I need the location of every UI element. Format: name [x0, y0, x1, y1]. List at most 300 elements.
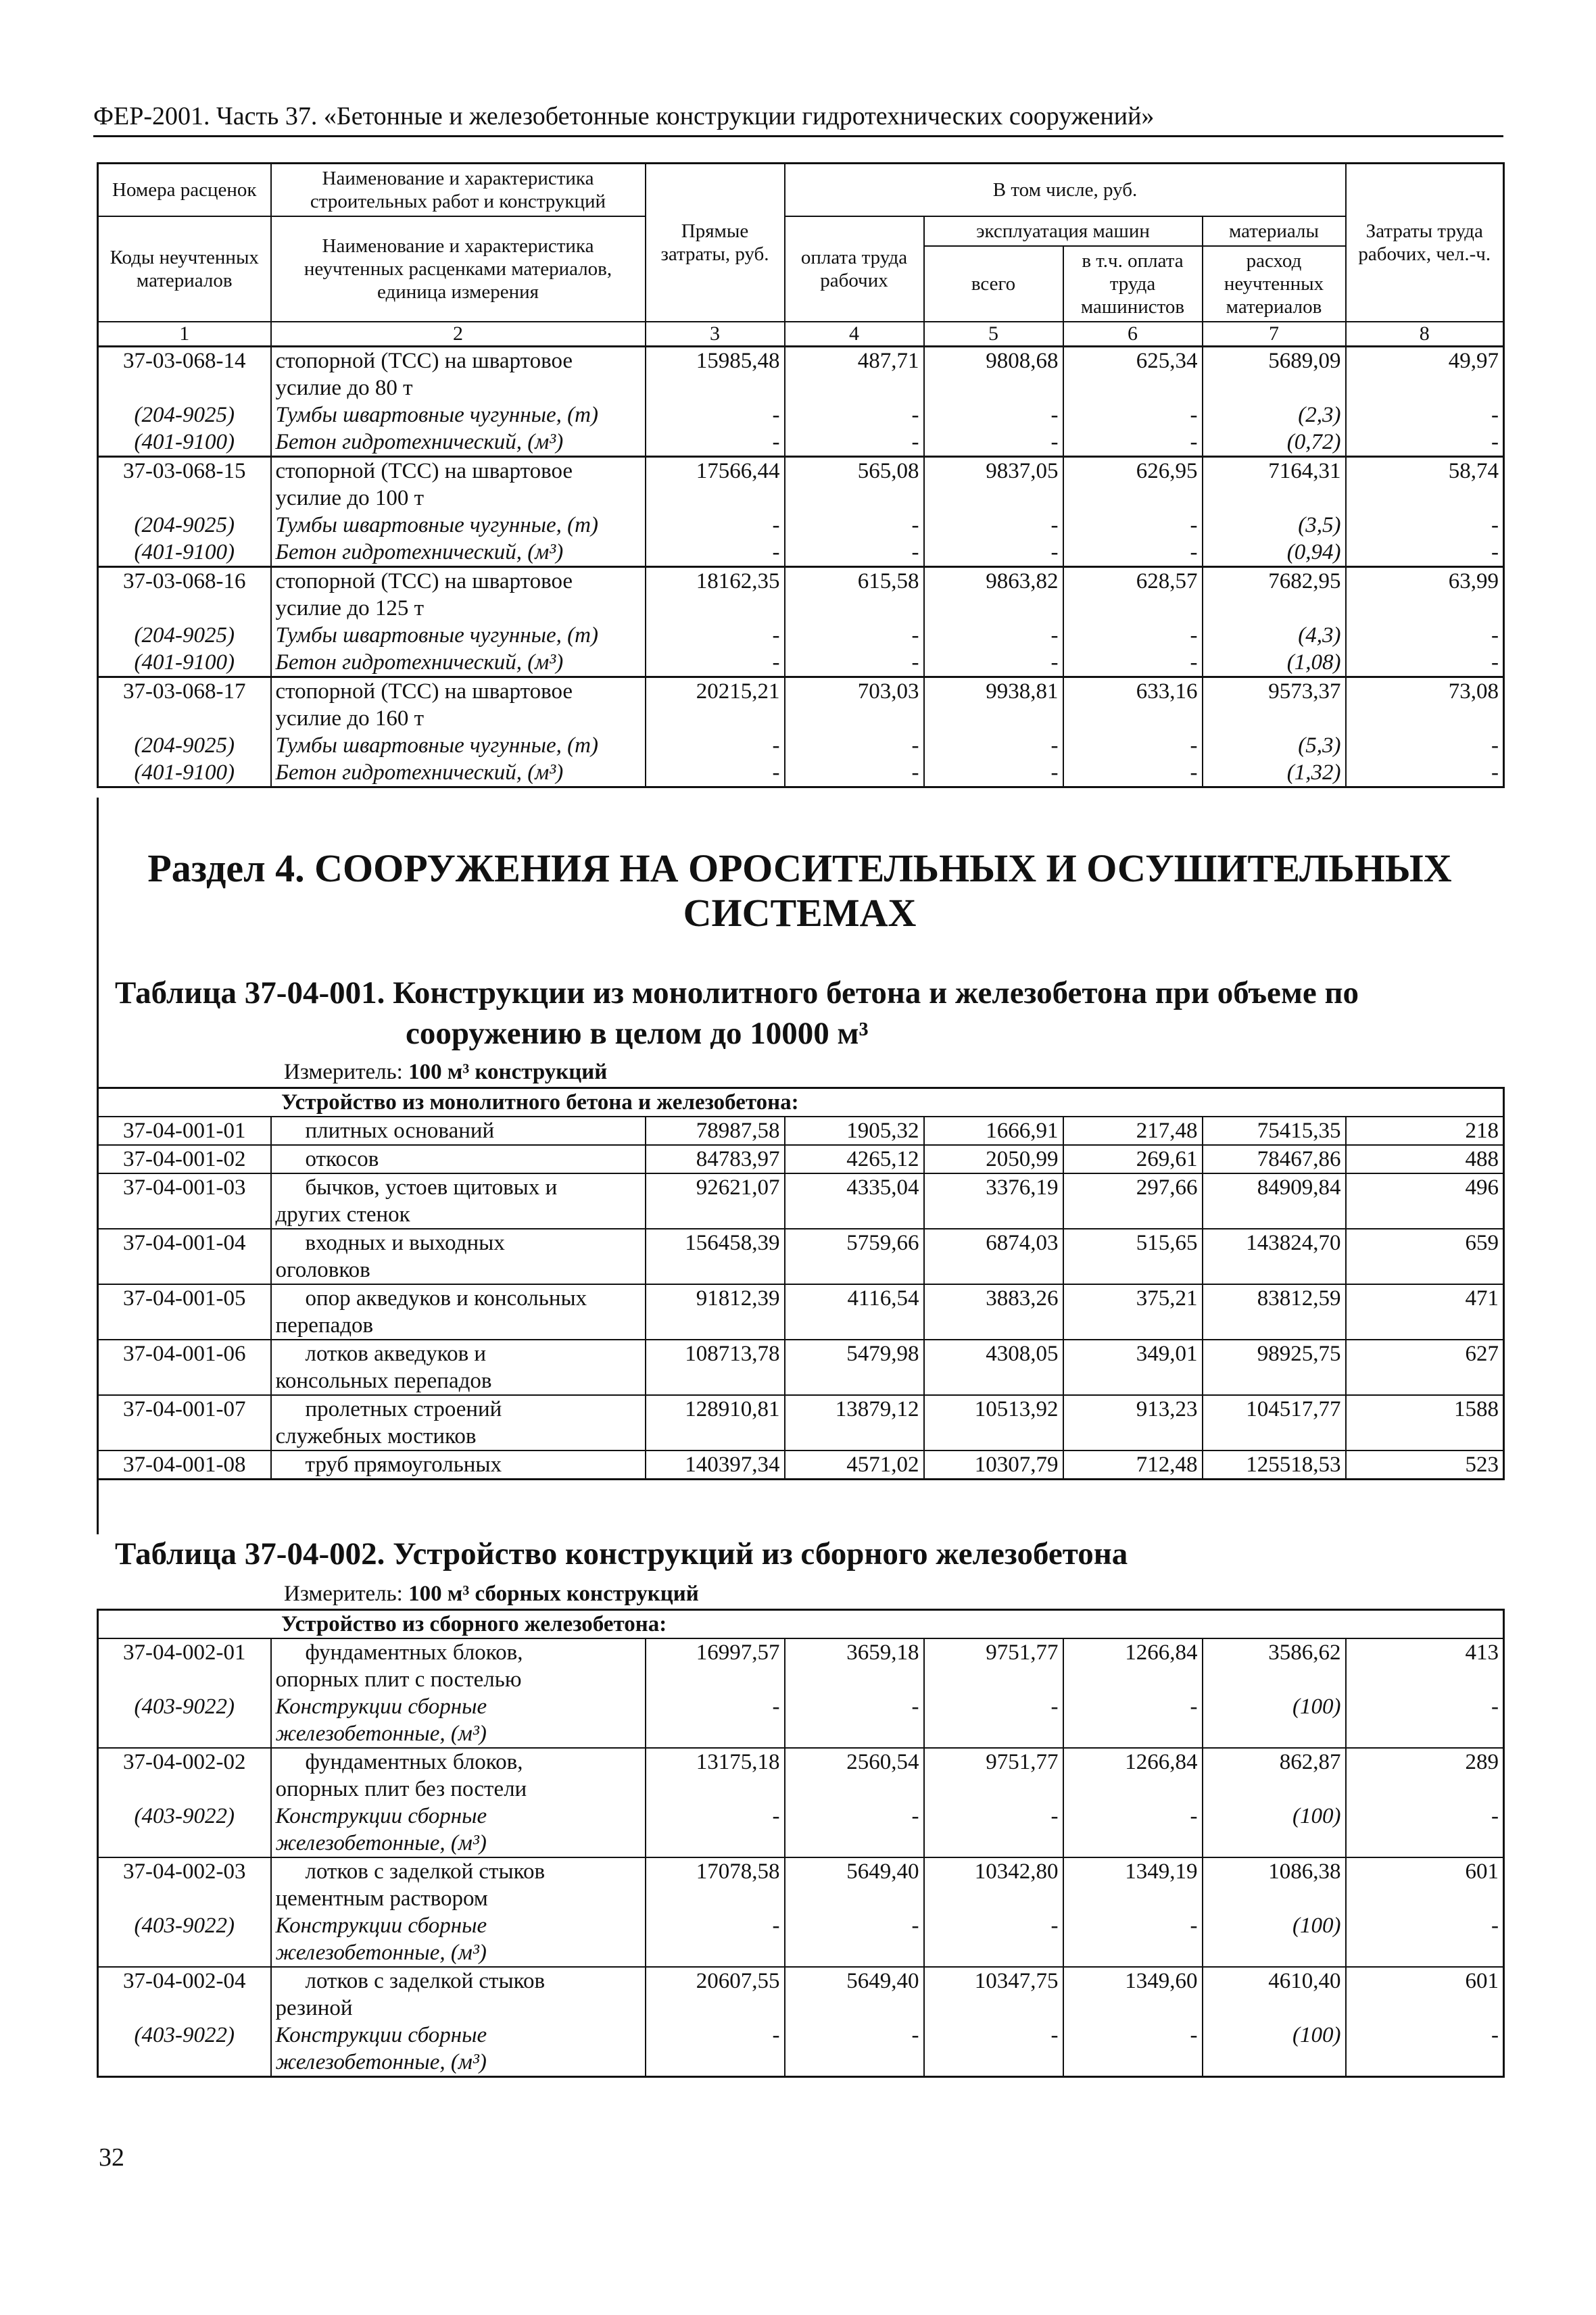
empty-cell	[1063, 1423, 1203, 1451]
page-number: 32	[99, 2143, 124, 2172]
material-name: Конструкции сборные	[271, 1693, 646, 1720]
empty-cell	[98, 1885, 271, 1912]
material-code: (401-9100)	[98, 429, 271, 457]
value-cell: 297,66	[1063, 1173, 1203, 1201]
value-cell: 5479,98	[785, 1340, 924, 1367]
rate-code: 37-04-002-03	[98, 1857, 271, 1885]
empty-cell	[1063, 374, 1203, 401]
rate-code: 37-04-001-05	[98, 1284, 271, 1312]
rate-code: 37-04-002-01	[98, 1638, 271, 1666]
dash-cell: -	[785, 732, 924, 759]
dash-cell: -	[924, 649, 1063, 677]
value-cell: 75415,35	[1203, 1117, 1346, 1145]
table-row	[98, 1367, 1504, 1395]
empty-cell	[1063, 485, 1203, 512]
dash-cell: -	[785, 1693, 924, 1720]
dash-cell: -	[646, 539, 785, 567]
empty-cell	[1203, 1257, 1346, 1284]
rates-table-37-03-068	[97, 162, 1505, 788]
table-row	[98, 1451, 1504, 1480]
value-cell: 98925,75	[1203, 1340, 1346, 1367]
value-cell: 913,23	[1063, 1395, 1203, 1423]
rates-table-37-04-001	[97, 1087, 1505, 1480]
value-cell: 49,97	[1346, 347, 1504, 375]
value-cell: 140397,34	[646, 1451, 785, 1480]
empty-cell	[924, 2049, 1063, 2077]
dash-cell: -	[785, 2022, 924, 2049]
table-row	[98, 567, 1504, 595]
dash-cell: -	[924, 622, 1063, 649]
value-cell: 523	[1346, 1451, 1504, 1480]
col-header-materials: материалы	[1203, 216, 1346, 246]
value-cell: 5689,09	[1203, 347, 1346, 375]
empty-cell	[785, 1776, 924, 1803]
value-cell: 2560,54	[785, 1748, 924, 1776]
material-code: (403-9022)	[98, 1693, 271, 1720]
empty-cell	[98, 1720, 271, 1748]
rate-code: 37-03-068-14	[98, 347, 271, 375]
empty-cell	[98, 595, 271, 622]
value-cell: 633,16	[1063, 677, 1203, 706]
empty-cell	[785, 1939, 924, 1967]
empty-cell	[924, 1939, 1063, 1967]
rate-code: 37-04-001-04	[98, 1229, 271, 1257]
material-code: (403-9022)	[98, 1912, 271, 1939]
value-cell: 9808,68	[924, 347, 1063, 375]
empty-cell	[1346, 1995, 1504, 2022]
empty-cell	[1203, 1666, 1346, 1693]
material-name: Бетон гидротехнический, (м³)	[271, 539, 646, 567]
empty-cell	[924, 1201, 1063, 1229]
dash-cell: -	[646, 1693, 785, 1720]
table-row	[98, 622, 1504, 649]
empty-cell	[646, 1885, 785, 1912]
value-cell: 375,21	[1063, 1284, 1203, 1312]
value-cell: 156458,39	[646, 1229, 785, 1257]
col-header-rate-number: Номера расценок	[98, 164, 271, 217]
empty-cell	[924, 1995, 1063, 2022]
value-cell: 78987,58	[646, 1117, 785, 1145]
col-header-direct-costs: Прямые затраты, руб.	[646, 164, 785, 322]
value-cell: 712,48	[1063, 1451, 1203, 1480]
rate-code: 37-03-068-16	[98, 567, 271, 595]
value-cell: 601	[1346, 1857, 1504, 1885]
table-row	[98, 1395, 1504, 1423]
value-cell: 515,65	[1063, 1229, 1203, 1257]
value-cell: 1266,84	[1063, 1638, 1203, 1666]
table-37-04-001-title-cont: сооружению в целом до 10000 м³	[406, 1016, 869, 1051]
empty-cell	[646, 1830, 785, 1857]
rate-code: 37-03-068-15	[98, 457, 271, 485]
material-code: (403-9022)	[98, 2022, 271, 2049]
measure-label: Измеритель:	[284, 1582, 409, 1606]
value-cell: 108713,78	[646, 1340, 785, 1367]
empty-cell	[646, 1939, 785, 1967]
table-row	[98, 401, 1504, 429]
col-number: 1	[98, 322, 271, 347]
empty-cell	[1063, 1776, 1203, 1803]
empty-cell	[646, 1257, 785, 1284]
empty-cell	[1346, 1257, 1504, 1284]
table-row	[98, 1173, 1504, 1201]
empty-cell	[785, 1312, 924, 1340]
material-name-cont: железобетонные, (м³)	[271, 2049, 646, 2077]
empty-cell	[1203, 1312, 1346, 1340]
material-qty: (0,72)	[1203, 429, 1346, 457]
table-row	[98, 1776, 1504, 1803]
empty-cell	[924, 1885, 1063, 1912]
value-cell: 13175,18	[646, 1748, 785, 1776]
empty-cell	[1346, 1312, 1504, 1340]
empty-cell	[1063, 1939, 1203, 1967]
dash-cell: -	[1346, 401, 1504, 429]
empty-cell	[924, 1257, 1063, 1284]
value-cell: 1086,38	[1203, 1857, 1346, 1885]
table-row	[98, 1720, 1504, 1748]
value-cell: 84783,97	[646, 1145, 785, 1173]
table-row	[98, 1939, 1504, 1967]
value-cell: 628,57	[1063, 567, 1203, 595]
material-qty: (1,32)	[1203, 759, 1346, 787]
material-qty: (100)	[1203, 1912, 1346, 1939]
material-name: Тумбы швартовные чугунные, (т)	[271, 622, 646, 649]
value-cell: 4335,04	[785, 1173, 924, 1201]
empty-cell	[1346, 1720, 1504, 1748]
material-code: (204-9025)	[98, 401, 271, 429]
value-cell: 125518,53	[1203, 1451, 1346, 1480]
material-qty: (1,08)	[1203, 649, 1346, 677]
dash-cell: -	[924, 539, 1063, 567]
work-name-cont: опорных плит без постели	[271, 1776, 646, 1803]
dash-cell: -	[646, 622, 785, 649]
table-row	[98, 512, 1504, 539]
empty-cell	[98, 1367, 271, 1395]
empty-cell	[98, 1312, 271, 1340]
material-code: (204-9025)	[98, 622, 271, 649]
empty-cell	[1346, 1885, 1504, 1912]
dash-cell: -	[646, 1912, 785, 1939]
value-cell: 703,03	[785, 677, 924, 706]
material-code: (401-9100)	[98, 649, 271, 677]
value-cell: 13879,12	[785, 1395, 924, 1423]
rate-code: 37-04-002-04	[98, 1967, 271, 1995]
material-qty: (0,94)	[1203, 539, 1346, 567]
dash-cell: -	[1346, 1693, 1504, 1720]
material-qty: (5,3)	[1203, 732, 1346, 759]
empty-cell	[1203, 1720, 1346, 1748]
empty-cell	[1203, 705, 1346, 732]
empty-cell	[1063, 2049, 1203, 2077]
dash-cell: -	[1346, 732, 1504, 759]
empty-cell	[924, 1367, 1063, 1395]
page-header: ФЕР-2001. Часть 37. «Бетонные и железобетонные конструкции гидротехнических сооружений»	[93, 102, 1155, 130]
empty-cell	[1203, 1367, 1346, 1395]
table-subheading: Устройство из сборного железобетона:	[98, 1610, 1504, 1639]
empty-cell	[646, 1776, 785, 1803]
empty-cell	[785, 2049, 924, 2077]
rate-code: 37-04-001-06	[98, 1340, 271, 1367]
table-row	[98, 429, 1504, 457]
material-name-cont: железобетонные, (м³)	[271, 1830, 646, 1857]
value-cell: 565,08	[785, 457, 924, 485]
empty-cell	[924, 374, 1063, 401]
value-cell: 862,87	[1203, 1748, 1346, 1776]
empty-cell	[924, 705, 1063, 732]
col-number: 5	[924, 322, 1063, 347]
material-code: (204-9025)	[98, 512, 271, 539]
dash-cell: -	[924, 1803, 1063, 1830]
value-cell: 349,01	[1063, 1340, 1203, 1367]
material-qty: (2,3)	[1203, 401, 1346, 429]
value-cell: 615,58	[785, 567, 924, 595]
dash-cell: -	[1063, 649, 1203, 677]
empty-cell	[785, 595, 924, 622]
empty-cell	[785, 485, 924, 512]
work-name: стопорной (ТСС) на швартовое	[271, 677, 646, 706]
empty-cell	[1346, 374, 1504, 401]
table-row	[98, 1312, 1504, 1340]
value-cell: 7164,31	[1203, 457, 1346, 485]
work-name: фундаментных блоков,	[271, 1748, 646, 1776]
empty-cell	[1063, 1367, 1203, 1395]
empty-cell	[785, 1830, 924, 1857]
dash-cell: -	[924, 512, 1063, 539]
empty-cell	[1346, 1201, 1504, 1229]
dash-cell: -	[924, 1693, 1063, 1720]
table-37-04-001-title: Таблица 37-04-001. Конструкции из монолитного бетона и железобетона при объеме по	[115, 975, 1359, 1010]
empty-cell	[646, 374, 785, 401]
material-name: Тумбы швартовные чугунные, (т)	[271, 401, 646, 429]
work-name: труб прямоугольных	[271, 1451, 646, 1480]
empty-cell	[1203, 1423, 1346, 1451]
empty-cell	[98, 705, 271, 732]
empty-cell	[1203, 1995, 1346, 2022]
col-header-machinist-wages: в т.ч. оплата труда машинистов	[1063, 246, 1203, 322]
dash-cell: -	[646, 401, 785, 429]
empty-cell	[646, 1995, 785, 2022]
dash-cell: -	[646, 512, 785, 539]
empty-cell	[1203, 2049, 1346, 2077]
empty-cell	[1346, 2049, 1504, 2077]
dash-cell: -	[785, 649, 924, 677]
empty-cell	[785, 1995, 924, 2022]
value-cell: 3659,18	[785, 1638, 924, 1666]
value-cell: 84909,84	[1203, 1173, 1346, 1201]
value-cell: 9863,82	[924, 567, 1063, 595]
dash-cell: -	[1063, 512, 1203, 539]
empty-cell	[98, 1201, 271, 1229]
dash-cell: -	[1346, 2022, 1504, 2049]
empty-cell	[785, 1720, 924, 1748]
material-name: Бетон гидротехнический, (м³)	[271, 759, 646, 787]
empty-cell	[1346, 1367, 1504, 1395]
table-row	[98, 1284, 1504, 1312]
empty-cell	[646, 485, 785, 512]
col-number: 6	[1063, 322, 1203, 347]
empty-cell	[1063, 1312, 1203, 1340]
table-37-04-002-title: Таблица 37-04-002. Устройство конструкций из сборного железобетона	[115, 1536, 1128, 1571]
col-header-machines: эксплуатация машин	[924, 216, 1203, 246]
dash-cell: -	[1063, 732, 1203, 759]
work-name: опор акведуков и консольных	[271, 1284, 646, 1312]
empty-cell	[646, 1423, 785, 1451]
rate-code: 37-04-001-07	[98, 1395, 271, 1423]
empty-cell	[646, 705, 785, 732]
dash-cell: -	[924, 401, 1063, 429]
value-cell: 143824,70	[1203, 1229, 1346, 1257]
empty-cell	[924, 1423, 1063, 1451]
value-cell: 1266,84	[1063, 1748, 1203, 1776]
table-row	[98, 485, 1504, 512]
table-row	[98, 595, 1504, 622]
header-rule	[93, 135, 1503, 137]
material-name: Тумбы швартовные чугунные, (т)	[271, 732, 646, 759]
material-name: Конструкции сборные	[271, 2022, 646, 2049]
value-cell: 17078,58	[646, 1857, 785, 1885]
material-name: Конструкции сборные	[271, 1803, 646, 1830]
measure-label: Измеритель:	[284, 1060, 409, 1084]
value-cell: 3883,26	[924, 1284, 1063, 1312]
col-header-wages: оплата труда рабочих	[785, 216, 924, 322]
work-name: лотков с заделкой стыков	[271, 1857, 646, 1885]
measure-37-04-001	[284, 1060, 607, 1085]
value-cell: 4308,05	[924, 1340, 1063, 1367]
table-row	[98, 1423, 1504, 1451]
table-row	[98, 1145, 1504, 1173]
dash-cell: -	[1063, 1693, 1203, 1720]
dash-cell: -	[1063, 429, 1203, 457]
empty-cell	[646, 2049, 785, 2077]
value-cell: 7682,95	[1203, 567, 1346, 595]
value-cell: 218	[1346, 1117, 1504, 1145]
col-number: 8	[1346, 322, 1504, 347]
empty-cell	[924, 485, 1063, 512]
col-header-work-name: Наименование и характеристика строительных работ и конструкций	[271, 164, 646, 217]
work-name: плитных оснований	[271, 1117, 646, 1145]
dash-cell: -	[1063, 622, 1203, 649]
work-name: стопорной (ТСС) на швартовое	[271, 567, 646, 595]
col-header-labor: Затраты труда рабочих, чел.-ч.	[1346, 164, 1504, 322]
dash-cell: -	[924, 759, 1063, 787]
value-cell: 627	[1346, 1340, 1504, 1367]
col-number: 2	[271, 322, 646, 347]
table-row	[98, 732, 1504, 759]
value-cell: 625,34	[1063, 347, 1203, 375]
empty-cell	[1346, 485, 1504, 512]
empty-cell	[98, 1423, 271, 1451]
value-cell: 217,48	[1063, 1117, 1203, 1145]
empty-cell	[924, 595, 1063, 622]
empty-cell	[646, 595, 785, 622]
value-cell: 3586,62	[1203, 1638, 1346, 1666]
material-name: Бетон гидротехнический, (м³)	[271, 429, 646, 457]
value-cell: 1349,19	[1063, 1857, 1203, 1885]
work-name-cont: усилие до 160 т	[271, 705, 646, 732]
table-row	[98, 1257, 1504, 1284]
dash-cell: -	[1346, 649, 1504, 677]
value-cell: 269,61	[1063, 1145, 1203, 1173]
work-name-cont: перепадов	[271, 1312, 646, 1340]
value-cell: 58,74	[1346, 457, 1504, 485]
work-name-cont: усилие до 80 т	[271, 374, 646, 401]
empty-cell	[1346, 595, 1504, 622]
empty-cell	[924, 1666, 1063, 1693]
value-cell: 9573,37	[1203, 677, 1346, 706]
dash-cell: -	[785, 759, 924, 787]
table-row	[98, 2049, 1504, 2077]
material-name: Конструкции сборные	[271, 1912, 646, 1939]
dash-cell: -	[1346, 429, 1504, 457]
empty-cell	[1063, 1257, 1203, 1284]
table-row	[98, 1885, 1504, 1912]
table-row	[98, 539, 1504, 567]
value-cell: 4265,12	[785, 1145, 924, 1173]
measure-value: 100 м³ сборных конструкций	[408, 1582, 699, 1606]
table-row	[98, 1803, 1504, 1830]
empty-cell	[785, 1367, 924, 1395]
dash-cell: -	[785, 429, 924, 457]
empty-cell	[1203, 1776, 1346, 1803]
empty-cell	[1346, 1776, 1504, 1803]
empty-cell	[1203, 1201, 1346, 1229]
empty-cell	[924, 1720, 1063, 1748]
table-row	[98, 1830, 1504, 1857]
material-qty: (100)	[1203, 1693, 1346, 1720]
empty-cell	[98, 485, 271, 512]
dash-cell: -	[646, 2022, 785, 2049]
value-cell: 1905,32	[785, 1117, 924, 1145]
value-cell: 92621,07	[646, 1173, 785, 1201]
dash-cell: -	[924, 732, 1063, 759]
dash-cell: -	[785, 1803, 924, 1830]
value-cell: 488	[1346, 1145, 1504, 1173]
empty-cell	[785, 705, 924, 732]
empty-cell	[1346, 1423, 1504, 1451]
empty-cell	[1203, 1939, 1346, 1967]
value-cell: 6874,03	[924, 1229, 1063, 1257]
work-name-cont: усилие до 125 т	[271, 595, 646, 622]
work-name-cont: опорных плит с постелью	[271, 1666, 646, 1693]
dash-cell: -	[924, 1912, 1063, 1939]
empty-cell	[1063, 705, 1203, 732]
value-cell: 289	[1346, 1748, 1504, 1776]
material-qty: (3,5)	[1203, 512, 1346, 539]
work-name: лотков акведуков и	[271, 1340, 646, 1367]
value-cell: 78467,86	[1203, 1145, 1346, 1173]
work-name-cont: усилие до 100 т	[271, 485, 646, 512]
dash-cell: -	[1063, 2022, 1203, 2049]
rate-code: 37-04-001-03	[98, 1173, 271, 1201]
work-name-cont: цементным раствором	[271, 1885, 646, 1912]
table-row	[98, 1340, 1504, 1367]
empty-cell	[98, 1776, 271, 1803]
empty-cell	[1346, 1830, 1504, 1857]
material-code: (401-9100)	[98, 759, 271, 787]
table-row	[98, 1748, 1504, 1776]
empty-cell	[785, 1257, 924, 1284]
dash-cell: -	[646, 732, 785, 759]
table-row	[98, 2022, 1504, 2049]
value-cell: 83812,59	[1203, 1284, 1346, 1312]
value-cell: 601	[1346, 1967, 1504, 1995]
dash-cell: -	[646, 1803, 785, 1830]
work-name-cont: служебных мостиков	[271, 1423, 646, 1451]
rate-code: 37-04-001-01	[98, 1117, 271, 1145]
value-cell: 2050,99	[924, 1145, 1063, 1173]
empty-cell	[1203, 1885, 1346, 1912]
work-name: откосов	[271, 1145, 646, 1173]
rate-code: 37-04-001-08	[98, 1451, 271, 1480]
